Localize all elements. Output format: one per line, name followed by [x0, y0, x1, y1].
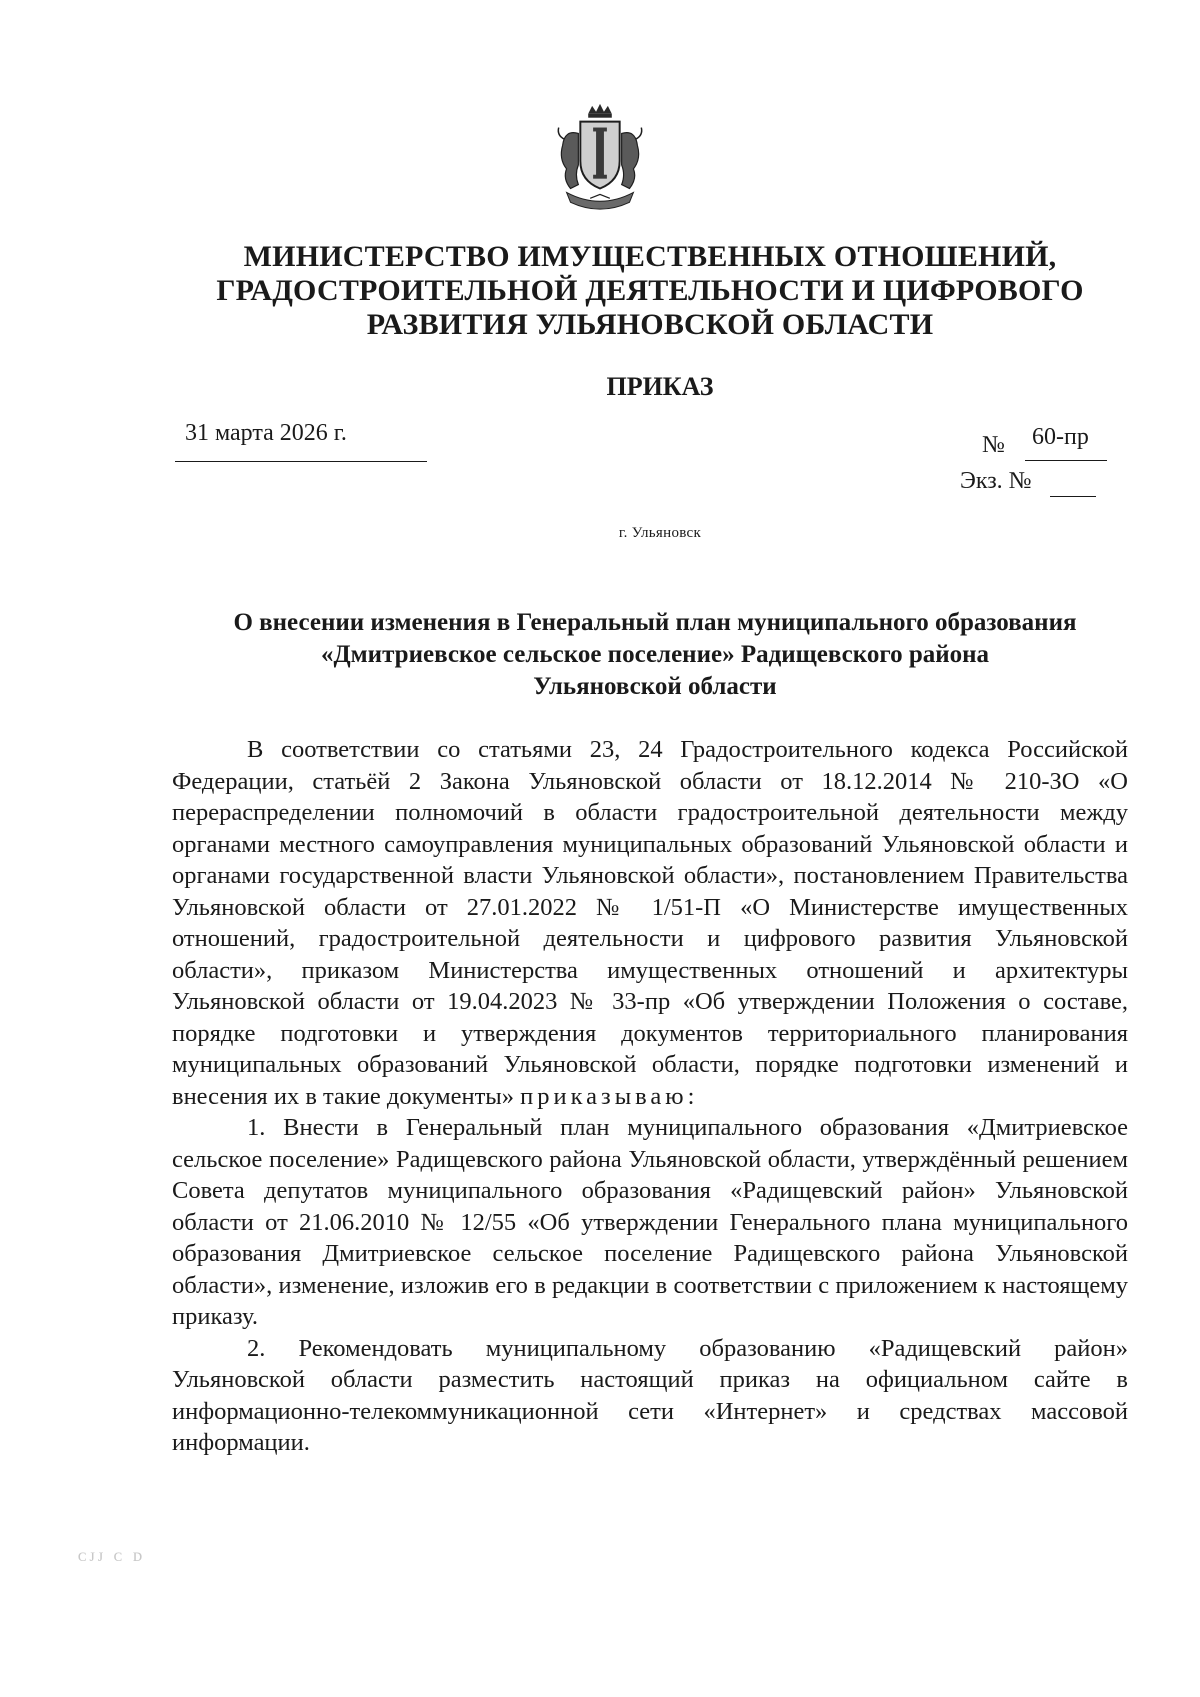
order-number: 60-пр [1032, 424, 1089, 450]
order-date: 31 марта 2026 г. [185, 420, 347, 446]
copy-number-label: Экз. № [960, 468, 1032, 494]
copy-number-underline [1050, 496, 1096, 497]
order-word: приказываю: [520, 1082, 699, 1110]
subject-line: «Дмитриевское сельское поселение» Радищевского района [320, 641, 990, 668]
subject-line: Ульяновской области [533, 673, 777, 700]
ministry-title-line: РАЗВИТИЯ УЛЬЯНОВСКОЙ ОБЛАСТИ [366, 308, 934, 341]
document-type: ПРИКАЗ [606, 372, 714, 401]
coat-of-arms-icon [541, 100, 659, 218]
order-number-label: № [982, 432, 1005, 458]
order-body [172, 734, 1128, 1459]
number-underline [1025, 460, 1107, 461]
item-1-paragraph: 1. Внести в Генеральный план муниципального образования «Дмитриевское сельское поселение» Радищевского района Ульяновской области, утверждённый решением Совета депутатов муниципального образования «Радищевский район» Ульяновской области от 21.06.2010 № 12/55 «Об утверждении Генерального плана муниципального образования Дмитриевское сельское поселение Радищевского района Ульяновской области», изменение, изложив его в редакции в соответствии с приложением к настоящему приказу. [172, 1114, 1128, 1330]
subject-line: О внесении изменения в Генеральный план муниципального образования [233, 609, 1077, 636]
item-2-paragraph: 2. Рекомендовать муниципальному образованию «Радищевский район» Ульяновской области разместить настоящий приказ на официальном сайте в информационно-телекоммуникационной сети «Интернет» и средствах массовой информации. [172, 1334, 1128, 1456]
preamble-text: В соответствии со статьями 23, 24 Градостроительного кодекса Российской Федерации, статьёй 2 Закона Ульяновской области от 18.12.2014 № 210-ЗО «О перераспределении полномочий в области градостроительной деятельности между органами местного самоуправления муниципальных образований Ульяновской области и органами государственной власти Ульяновской области», постановлением Правительства Ульяновской области от 27.01.2022 № 1/51-П «О Министерстве имущественных отношений, градостроительной деятельности и цифрового развития Ульяновской области», приказом Министерства имущественных отношений и архитектуры Ульяновской области от 19.04.2023 № 33-пр «Об утверждении Положения о составе, порядке подготовки и утверждения документов территориального планирования муниципальных образований Ульяновской области, порядке подготовки изменений и внесения их в такие документы» [172, 736, 1128, 1110]
city: г. Ульяновск [618, 525, 702, 541]
ministry-title-line: ГРАДОСТРОИТЕЛЬНОЙ ДЕЯТЕЛЬНОСТИ И ЦИФРОВОГО [216, 274, 1084, 307]
order-subject [150, 607, 1160, 703]
date-underline [175, 461, 427, 462]
ministry-title [150, 240, 1150, 342]
ministry-title-line: МИНИСТЕРСТВО ИМУЩЕСТВЕННЫХ ОТНОШЕНИЙ, [243, 240, 1057, 273]
faint-stamp-mark: ᴄᴊᴊ ᴄ ᴅ [78, 1545, 146, 1565]
preamble-paragraph [172, 734, 1128, 1112]
